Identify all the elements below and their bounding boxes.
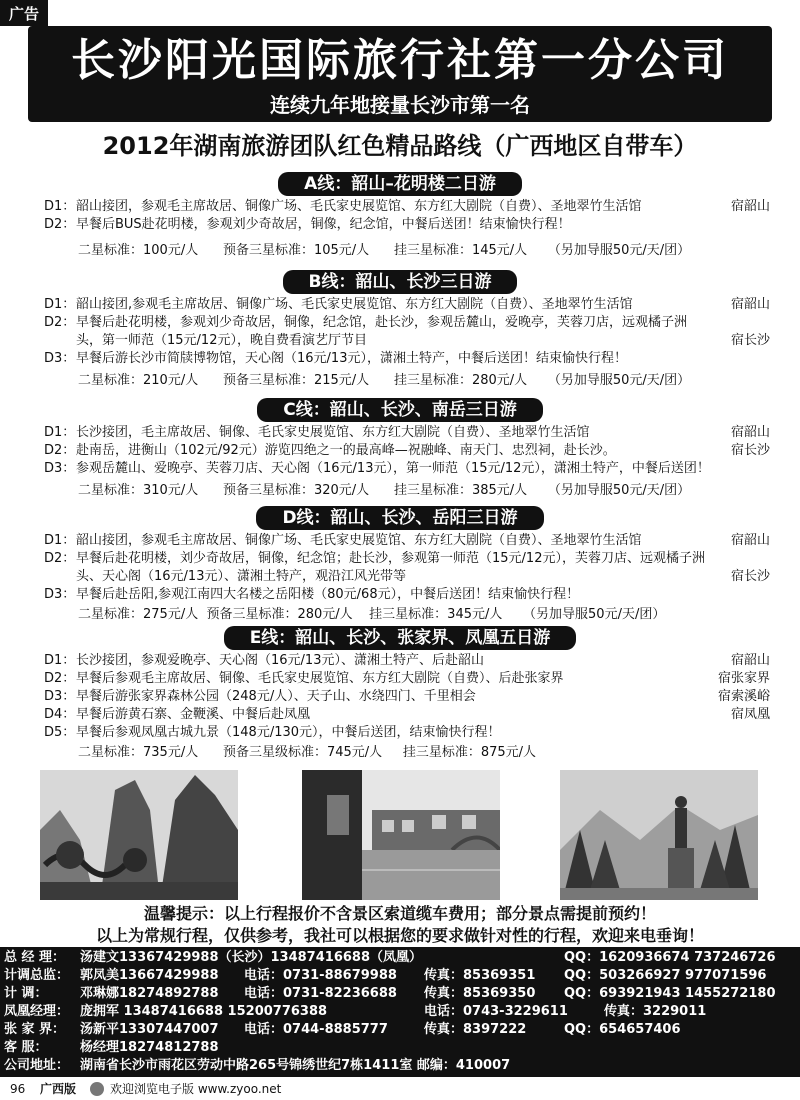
itinerary-day: D5： 早餐后参观凤凰古城九景（148元/130元），中餐后送团，结束愉快行程！ — [44, 725, 501, 740]
route-title: B线：韶山、长沙三日游 — [283, 270, 518, 294]
route-c — [0, 398, 800, 502]
route-d — [0, 506, 800, 626]
page-number: 96 — [10, 1082, 26, 1096]
edition-label: 广西版 — [40, 1082, 77, 1096]
itinerary-day: D2： 早餐后BUS赴花明楼，参观刘少奇故居，铜像，纪念馆，中餐后送团！结束愉快行程！ — [44, 217, 571, 232]
agency-header-banner — [28, 26, 772, 122]
itinerary-day: D2： 早餐后赴花明楼，参观刘少奇故居，铜像，纪念馆，赴长沙，参观岳麓山，爱晚亭，芙蓉刀店，远观橘子洲头，第一师范（15元/12元），晚自费看演艺厅节目 宿长沙 — [44, 315, 770, 348]
price-line: 二星标准：310元/人 预备三星标准：320元/人 挂三星标准：385元/人 （另加导服50元/天/团） — [78, 483, 691, 498]
price-line: 二星标准：100元/人 预备三星标准：105元/人 挂三星标准：145元/人 （另加导服50元/天/团） — [78, 243, 691, 258]
route-e — [0, 626, 800, 764]
route-title: D线：韶山、长沙、岳阳三日游 — [256, 506, 543, 530]
itinerary-day: D3： 早餐后赴岳阳,参观江南四大名楼之岳阳楼（80元/68元），中餐后送团！结束愉快行程！ — [44, 587, 580, 602]
itinerary-day: D1： 韶山接团，参观毛主席故居、铜像广场、毛氏家史展览馆、东方红大剧院（自费）、圣地翠竹生活馆 宿韶山 — [44, 533, 770, 548]
footer-slogan: 欢迎浏览电子版 www.zyoo.net — [110, 1082, 282, 1096]
route-title: C线：韶山、长沙、南岳三日游 — [257, 398, 542, 422]
ad-tag: 广告 — [0, 0, 48, 26]
mountain-photo — [40, 770, 238, 900]
price-line: 二星标准：735元/人 预备三星级标准：745元/人 挂三星标准：875元/人 — [78, 745, 537, 760]
price-line: 二星标准：275元/人 预备三星标准：280元/人 挂三星标准：345元/人 （另加导服50元/天/团） — [78, 607, 666, 622]
route-b — [0, 270, 800, 392]
route-title: E线：韶山、长沙、张家界、凤凰五日游 — [224, 626, 577, 650]
itinerary-day: D3： 参观岳麓山、爱晚亭、芙蓉刀店、天心阁（16元/13元），第一师范（15元/12元），潇湘土特产，中餐后送团！ — [44, 461, 710, 476]
ancient-town-photo — [302, 770, 500, 900]
logo-icon — [90, 1082, 104, 1096]
itinerary-day: D3： 早餐后游张家界森林公园（248元/人）、天子山、水绕四门、千里相会 宿索溪峪 — [44, 689, 770, 704]
itinerary-day: D2： 赴南岳，进衡山（102元/92元）游览四绝之一的最高峰—祝融峰、南天门、忠烈祠，赴长沙。 宿长沙 — [44, 443, 770, 458]
agency-title: 长沙阳光国际旅行社第一分公司 — [71, 35, 729, 86]
tip-line: 温馨提示：以上行程报价不含景区索道缆车费用；部分景点需提前预约！ — [143, 904, 656, 923]
photo-strip — [0, 770, 800, 900]
agency-subtitle: 连续九年地接量长沙市第一名 — [270, 93, 530, 117]
itinerary-day: D3： 早餐后游长沙市简牍博物馆，天心阁（16元/13元），潇湘土特产，中餐后送团！结束愉快行程！ — [44, 351, 627, 366]
travel-tips — [0, 903, 800, 947]
page-footer — [0, 1078, 800, 1100]
itinerary-day: D4： 早餐后游黄石寨、金鞭溪、中餐后赴凤凰 宿凤凰 — [44, 707, 770, 722]
price-line: 二星标准：210元/人 预备三星标准：215元/人 挂三星标准：280元/人 （另加导服50元/天/团） — [78, 373, 691, 388]
page-headline: 2012年湖南旅游团队红色精品路线（广西地区自带车） — [102, 132, 698, 160]
statue-photo — [560, 770, 758, 900]
contact-panel: 总 经 理： 汤建文13367429988（长沙）13487416688（凤凰） QQ：1620936674 737246726 计调总监： 郭凤美13667429988 电话：0731-88679988 传真：85369351 QQ：503266927 977071596 计 调： 邓琳娜18274892788 电话：0731-82236688 传真：85369350 QQ：693921943 1455272180 凤凰经理： 庞拥军 13487416688 15200776388 电话：0743-3229611 传真：3229011 张 家 界： 汤新平13307447007 电话：0744-8885777 传真：8397222 QQ：654657406 客 服： 杨经理18274812788 公司地址： 湖南省长沙市雨花区劳动中路265号锦绣世纪7栋1411室 邮编：410007 — [0, 947, 800, 1077]
itinerary-day: D2： 早餐后赴花明楼，刘少奇故居，铜像，纪念馆；赴长沙，参观第一师范（15元/12元），芙蓉刀店、远观橘子洲头、天心阁（16元/13元）、潇湘土特产，观沿江风光带等 宿长沙 — [44, 551, 770, 584]
itinerary-day: D1： 韶山接团,参观毛主席故居、铜像广场、毛氏家史展览馆、东方红大剧院（自费）、圣地翠竹生活馆 宿韶山 — [44, 297, 770, 312]
itinerary-day: D1： 长沙接团，毛主席故居、铜像、毛氏家史展览馆、东方红大剧院（自费）、圣地翠竹生活馆 宿韶山 — [44, 425, 770, 440]
itinerary-day: D1： 长沙接团，参观爱晚亭、天心阁（16元/13元）、潇湘土特产、后赴韶山 宿韶山 — [44, 653, 770, 668]
route-a — [0, 172, 800, 262]
itinerary-day: D1： 韶山接团，参观毛主席故居、铜像广场、毛氏家史展览馆、东方红大剧院（自费）、圣地翠竹生活馆 宿韶山 — [44, 199, 770, 214]
itinerary-day: D2： 早餐后参观毛主席故居、铜像、毛氏家史展览馆、东方红大剧院（自费）、后赴张家界 宿张家界 — [44, 671, 770, 686]
tip-line: 以上为常规行程，仅供参考，我社可以根据您的要求做针对性的行程，欢迎来电垂询！ — [95, 926, 704, 945]
route-title: A线：韶山–花明楼二日游 — [278, 172, 522, 196]
